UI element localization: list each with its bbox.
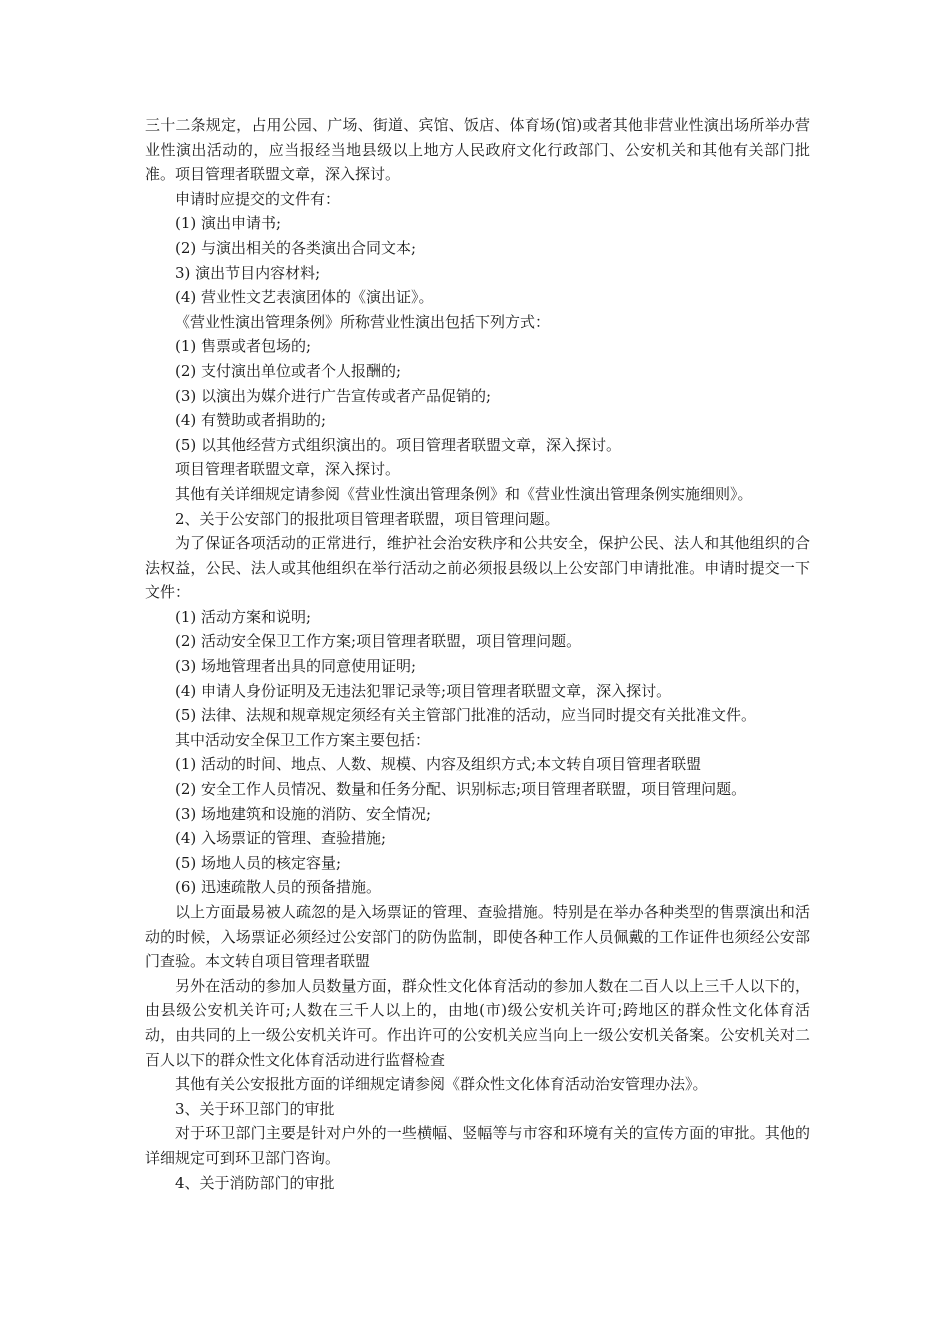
paragraph: 为了保证各项活动的正常进行，维护社会治安秩序和公共安全，保护公民、法人和其他组织的合法权益，公民、法人或其他组织在举行活动之前必须报县级以上公安部门申请批准。申请时提交一下文件： <box>145 534 810 602</box>
paragraph: 其他有关公安报批方面的详细规定请参阅《群众性文化体育活动治安管理办法》。 <box>175 1075 708 1094</box>
paragraph: 三十二条规定，占用公园、广场、街道、宾馆、饭店、体育场(馆)或者其他非营业性演出场所举办营业性演出活动的，应当报经当地县级以上地方人民政府文化行政部门、公安机关和其他有关部门批准。项目管理者联盟文章，深入探讨。 <box>145 116 810 184</box>
list-item: (1) 售票或者包场的; <box>175 337 312 356</box>
paragraph: 其中活动安全保卫工作方案主要包括： <box>175 730 431 749</box>
list-item: (1) 活动方案和说明; <box>175 607 312 626</box>
list-item: (5) 场地人员的核定容量; <box>175 853 342 872</box>
document-body <box>145 113 810 1195</box>
list-item: (2) 与演出相关的各类演出合同文本; <box>175 238 417 257</box>
list-item: (4) 营业性文艺表演团体的《演出证》。 <box>175 288 434 307</box>
list-item: (4) 申请人身份证明及无违法犯罪记录等;项目管理者联盟文章，深入探讨。 <box>175 681 672 700</box>
list-item: (2) 活动安全保卫工作方案;项目管理者联盟，项目管理问题。 <box>175 632 582 651</box>
list-item: (4) 有赞助或者捐助的; <box>175 411 327 430</box>
list-item: (3) 以演出为媒介进行广告宣传或者产品促销的; <box>175 386 492 405</box>
paragraph: 4、关于消防部门的审批 <box>175 1173 335 1192</box>
list-item: 3) 演出节目内容材料; <box>175 263 321 282</box>
paragraph: 以上方面最易被人疏忽的是入场票证的管理、查验措施。特别是在举办各种类型的售票演出和活动的时候，入场票证必须经过公安部门的防伪监制，即使各种工作人员佩戴的工作证件也须经公安部门查验。本文转自项目管理者联盟 <box>145 903 810 971</box>
paragraph: 另外在活动的参加人员数量方面，群众性文化体育活动的参加人数在二百人以上三千人以下的，由县级公安机关许可;人数在三千人以上的，由地(市)级公安机关许可;跨地区的群众性文化体育活动，由共同的上一级公安机关许可。作出许可的公安机关应当向上一级公安机关备案。公安机关对二百人以下的群众性文化体育活动进行监督检查 <box>145 976 810 1069</box>
list-item: (1) 演出申请书; <box>175 214 282 233</box>
paragraph: 项目管理者联盟文章，深入探讨。 <box>175 460 401 479</box>
paragraph: 《营业性演出管理条例》所称营业性演出包括下列方式： <box>175 312 551 331</box>
list-item: (4) 入场票证的管理、查验措施; <box>175 829 387 848</box>
list-item: (6) 迅速疏散人员的预备措施。 <box>175 878 382 897</box>
list-item: (3) 场地建筑和设施的消防、安全情况; <box>175 804 432 823</box>
list-item: (2) 支付演出单位或者个人报酬的; <box>175 361 402 380</box>
paragraph: 3、关于环卫部门的审批 <box>175 1099 335 1118</box>
list-item: (5) 以其他经营方式组织演出的。项目管理者联盟文章，深入探讨。 <box>175 435 622 454</box>
paragraph: 申请时应提交的文件有： <box>175 189 341 208</box>
paragraph: 其他有关详细规定请参阅《营业性演出管理条例》和《营业性演出管理条例实施细则》。 <box>175 484 753 503</box>
paragraph: 2、关于公安部门的报批项目管理者联盟，项目管理问题。 <box>175 509 560 528</box>
list-item: (1) 活动的时间、地点、人数、规模、内容及组织方式;本文转自项目管理者联盟 <box>175 755 702 774</box>
list-item: (2) 安全工作人员情况、数量和任务分配、识别标志;项目管理者联盟，项目管理问题。 <box>175 780 747 799</box>
paragraph: 对于环卫部门主要是针对户外的一些横幅、竖幅等与市容和环境有关的宣传方面的审批。其他的详细规定可到环卫部门咨询。 <box>145 1124 810 1167</box>
list-item: (3) 场地管理者出具的同意使用证明; <box>175 657 417 676</box>
list-item: (5) 法律、法规和规章规定须经有关主管部门批准的活动，应当同时提交有关批准文件。 <box>175 706 757 725</box>
